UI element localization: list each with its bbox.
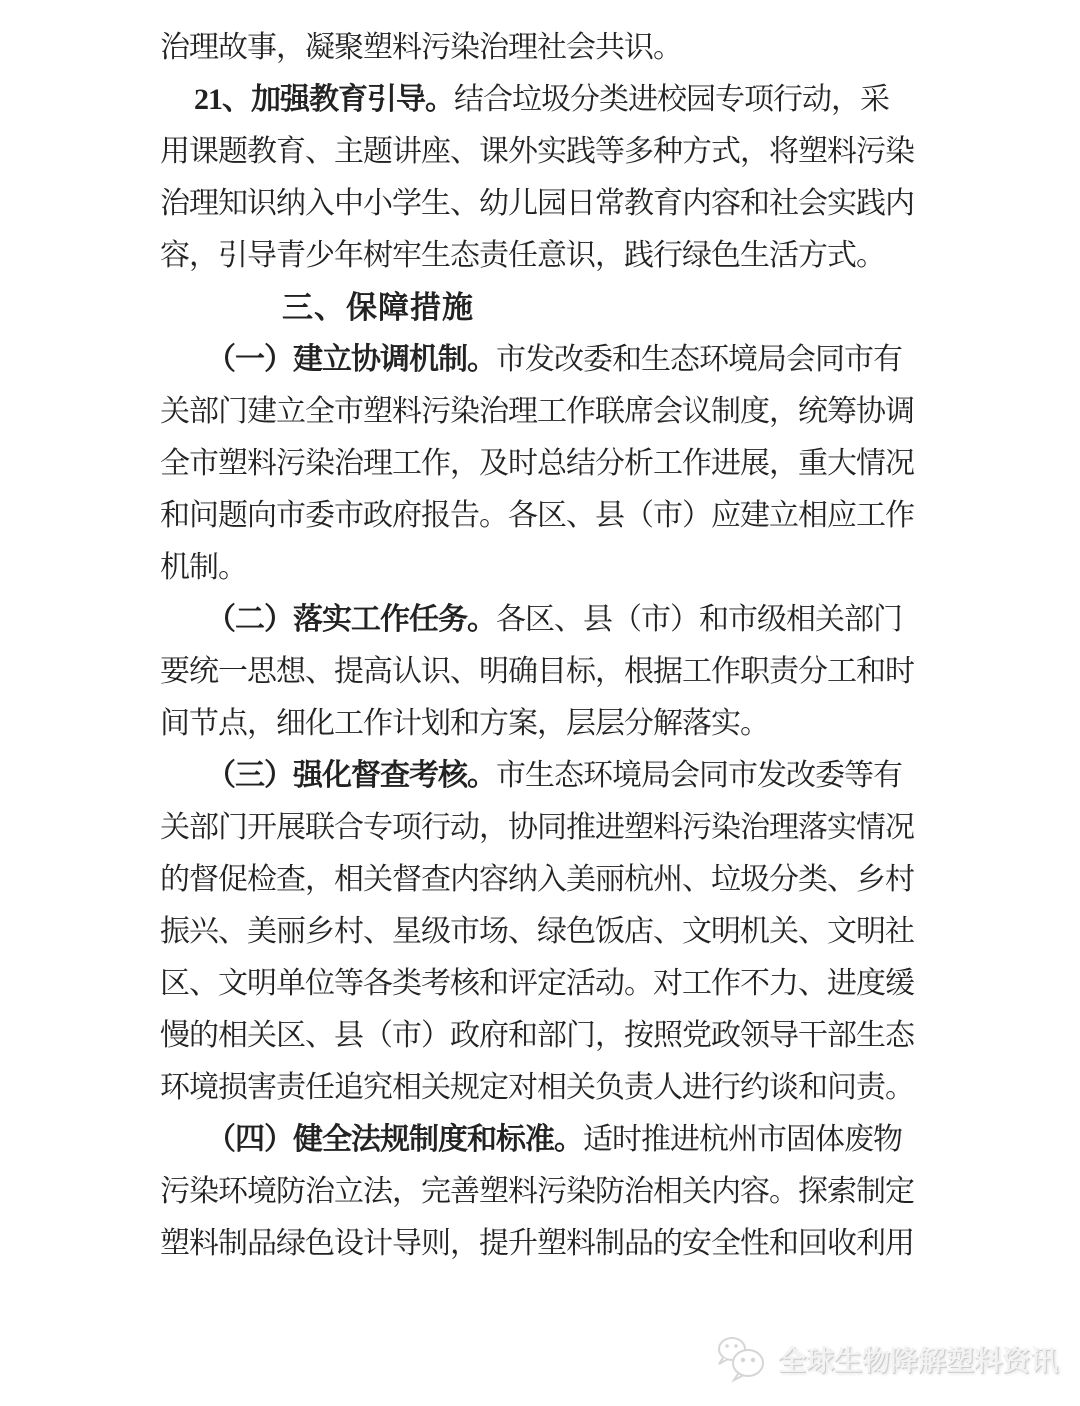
text-line — [160, 646, 922, 698]
line-text: 容，引导青少年树牢生态责任意识，践行绿色生活方式。 — [160, 239, 885, 272]
line-text: 的督促检查，相关督查内容纳入美丽杭州、垃圾分类、乡村 — [160, 863, 914, 896]
text-line — [160, 1166, 922, 1218]
line-text: 关部门建立全市塑料污染治理工作联席会议制度，统筹协调 — [160, 395, 914, 428]
bold-lead: （三）强化督查考核。 — [206, 759, 496, 792]
line-text: 环境损害责任追究相关规定对相关负责人进行约谈和问责。 — [160, 1071, 914, 1104]
wechat-icon — [712, 1334, 770, 1384]
line-text: 治理故事，凝聚塑料污染治理社会共识。 — [160, 31, 682, 64]
text-line — [160, 906, 922, 958]
text-line — [160, 22, 922, 74]
line-text: 市发改委和生态环境局会同市有 — [496, 343, 902, 376]
text-line — [160, 802, 922, 854]
text-line — [160, 386, 922, 438]
line-text: 市生态环境局会同市发改委等有 — [496, 759, 902, 792]
line-text: 结合垃圾分类进校园专项行动，采 — [454, 83, 889, 116]
text-line — [160, 1114, 922, 1166]
bold-lead: （二）落实工作任务。 — [206, 603, 496, 636]
line-text: 全市塑料污染治理工作，及时总结分析工作进展，重大情况 — [160, 447, 914, 480]
text-line — [160, 542, 922, 594]
text-line — [160, 126, 922, 178]
line-text: 间节点，细化工作计划和方案，层层分解落实。 — [160, 707, 769, 740]
text-line — [160, 230, 922, 282]
line-text: 机制。 — [160, 551, 247, 584]
text-line — [160, 1218, 922, 1270]
bold-lead: 三、保障措施 — [282, 290, 474, 325]
text-line — [160, 74, 922, 126]
bold-lead: （四）健全法规制度和标准。 — [206, 1123, 583, 1156]
text-line — [160, 1062, 922, 1114]
line-text: 用课题教育、主题讲座、课外实践等多种方式，将塑料污染 — [160, 135, 914, 168]
bold-lead: 21、加强教育引导。 — [194, 83, 454, 116]
text-line — [160, 282, 922, 334]
text-line — [160, 490, 922, 542]
line-text: 振兴、美丽乡村、星级市场、绿色饭店、文明机关、文明社 — [160, 915, 914, 948]
text-line — [160, 750, 922, 802]
text-line — [160, 178, 922, 230]
line-text: 适时推进杭州市固体废物 — [583, 1123, 902, 1156]
line-text: 要统一思想、提高认识、明确目标，根据工作职责分工和时 — [160, 655, 914, 688]
line-text: 区、文明单位等各类考核和评定活动。对工作不力、进度缓 — [160, 967, 914, 1000]
text-line — [160, 958, 922, 1010]
text-line — [160, 854, 922, 906]
line-text: 和问题向市委市政府报告。各区、县（市）应建立相应工作 — [160, 499, 914, 532]
line-text: 塑料制品绿色设计导则，提升塑料制品的安全性和回收利用 — [160, 1227, 914, 1260]
line-text: 污染环境防治立法，完善塑料污染防治相关内容。探索制定 — [160, 1175, 914, 1208]
bold-lead: （一）建立协调机制。 — [206, 343, 496, 376]
line-text: 慢的相关区、县（市）政府和部门，按照党政领导干部生态 — [160, 1019, 914, 1052]
text-line — [160, 594, 922, 646]
text-line — [160, 334, 922, 386]
watermark-text: 全球生物降解塑料资讯 — [778, 1345, 1059, 1376]
text-line — [160, 438, 922, 490]
text-line — [160, 1010, 922, 1062]
line-text: 治理知识纳入中小学生、幼儿园日常教育内容和社会实践内 — [160, 187, 914, 220]
line-text: 各区、县（市）和市级相关部门 — [496, 603, 902, 636]
line-text: 关部门开展联合专项行动，协同推进塑料污染治理落实情况 — [160, 811, 914, 844]
document-body — [160, 22, 922, 1270]
watermark — [712, 1330, 1058, 1388]
text-line — [160, 698, 922, 750]
